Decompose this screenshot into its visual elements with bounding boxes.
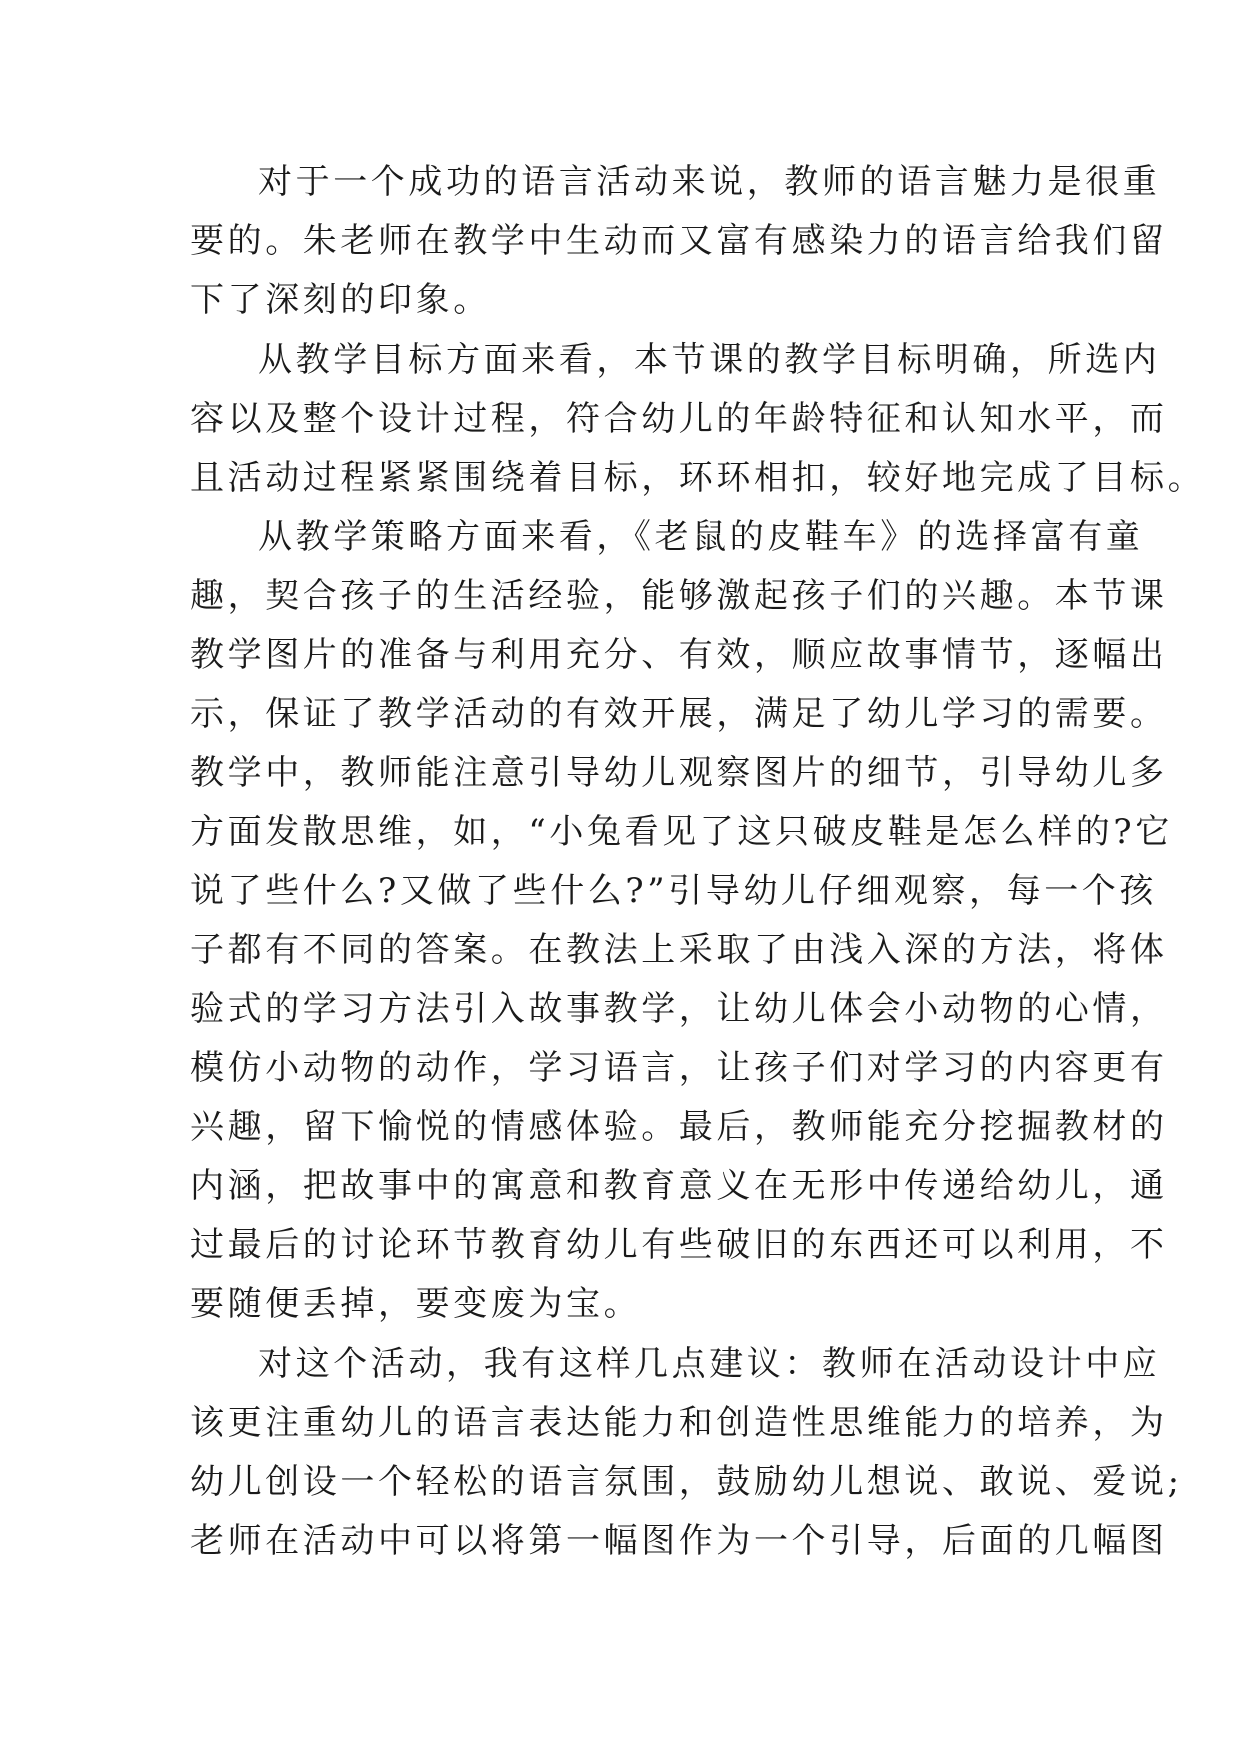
paragraph-1-line-2: 要的。朱老师在教学中生动而又富有感染力的语言给我们留 xyxy=(190,221,1168,261)
paragraph-3-line-7: 说了些什么?又做了些什么?”引导幼儿仔细观察，每一个孩 xyxy=(190,871,1158,911)
paragraph-3-line-13: 过最后的讨论环节教育幼儿有些破旧的东西还可以利用，不 xyxy=(190,1225,1168,1265)
paragraph-3-line-6: 方面发散思维，如，“小兔看见了这只破皮鞋是怎么样的?它 xyxy=(190,812,1173,852)
paragraph-3-line-14: 要随便丢掉，要变废为宝。 xyxy=(190,1284,642,1324)
paragraph-3-line-3: 教学图片的准备与利用充分、有效，顺应故事情节，逐幅出 xyxy=(190,635,1168,675)
paragraph-3-line-11: 兴趣，留下愉悦的情感体验。最后，教师能充分挖掘教材的 xyxy=(190,1107,1168,1147)
paragraph-3-line-1: 从教学策略方面来看，《老鼠的皮鞋车》的选择富有童 xyxy=(258,517,1144,557)
paragraph-1-line-1: 对于一个成功的语言活动来说，教师的语言魅力是很重 xyxy=(258,162,1161,202)
paragraph-3-line-2: 趣，契合孩子的生活经验，能够激起孩子们的兴趣。本节课 xyxy=(190,576,1168,616)
paragraph-2-line-1: 从教学目标方面来看，本节课的教学目标明确，所选内 xyxy=(258,340,1161,380)
paragraph-3-line-12: 内涵，把故事中的寓意和教育意义在无形中传递给幼儿，通 xyxy=(190,1166,1168,1206)
paragraph-3-line-5: 教学中，教师能注意引导幼儿观察图片的细节，引导幼儿多 xyxy=(190,753,1168,793)
paragraph-3-line-10: 模仿小动物的动作，学习语言，让孩子们对学习的内容更有 xyxy=(190,1048,1168,1088)
paragraph-1-line-3: 下了深刻的印象。 xyxy=(190,280,491,320)
paragraph-4-line-1: 对这个活动，我有这样几点建议：教师在活动设计中应 xyxy=(258,1344,1161,1384)
paragraph-3-line-4: 示，保证了教学活动的有效开展，满足了幼儿学习的需要。 xyxy=(190,694,1168,734)
paragraph-3-line-8: 子都有不同的答案。在教法上采取了由浅入深的方法，将体 xyxy=(190,930,1168,970)
paragraph-3-line-9: 验式的学习方法引入故事教学，让幼儿体会小动物的心情， xyxy=(190,989,1168,1029)
paragraph-2-line-3: 且活动过程紧紧围绕着目标，环环相扣，较好地完成了目标。 xyxy=(190,458,1206,498)
paragraph-4-line-2: 该更注重幼儿的语言表达能力和创造性思维能力的培养，为 xyxy=(190,1403,1168,1443)
paragraph-4-line-3: 幼儿创设一个轻松的语言氛围，鼓励幼儿想说、敢说、爱说; xyxy=(190,1462,1183,1502)
paragraph-2-line-2: 容以及整个设计过程，符合幼儿的年龄特征和认知水平，而 xyxy=(190,399,1168,439)
paragraph-4-line-4: 老师在活动中可以将第一幅图作为一个引导，后面的几幅图 xyxy=(190,1521,1168,1561)
